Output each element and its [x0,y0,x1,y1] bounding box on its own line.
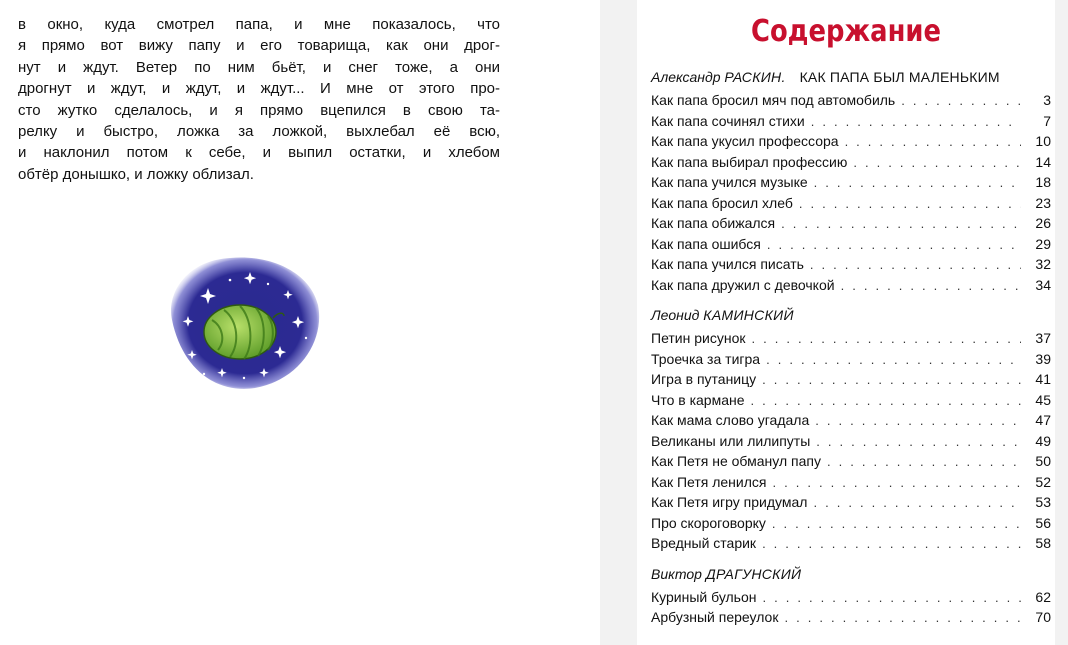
entry-title: Как папа сочинял стихи [651,112,805,129]
toc-entry[interactable] [651,492,1051,513]
toc-entry[interactable] [651,607,1051,628]
entry-page: 70 [1035,609,1051,625]
author-surname: КАМИНСКИЙ [703,307,794,323]
section-author [651,68,1051,87]
toc-entry[interactable] [651,131,1051,152]
dot-leader [751,391,1021,412]
entry-title: Как папа бросил мяч под автомобиль [651,92,896,108]
dot-leader [762,370,1021,391]
entry-title: Как папа ошибся [651,235,761,252]
toc-entry[interactable] [651,172,1051,193]
book-title: КАК ПАПА БЫЛ МАЛЕНЬКИМ [799,69,1000,85]
story-line: в окно, куда смотрел папа, и мне показалось, что [18,16,500,33]
entry-title: Великаны или лилипуты [651,432,811,449]
entry-title: Что в кармане [651,391,745,408]
entry-title: Как Петя ленился [651,473,767,490]
story-line: сто жутко сделалось, и я прямо вцепился в свою та- [18,101,500,119]
entry-page: 34 [1035,276,1051,293]
entry-title: Как папа дружил с девочкой [651,276,835,293]
entry-title: Как Петя не обманул папу [651,453,821,469]
entry-page: 56 [1035,514,1051,531]
toc-entry[interactable] [651,533,1051,554]
right-page [637,0,1055,645]
entry-page: 39 [1035,350,1051,367]
toc-section-raskin [651,68,1051,295]
toc-entry[interactable] [651,152,1051,173]
entry-title: Как папа обижался [651,215,776,231]
toc-entry[interactable] [651,451,1051,472]
entry-title: Как папа учился музыке [651,174,808,190]
entry-title: Как папа бросил хлеб [651,194,793,211]
entry-title: Куриный бульон [651,588,757,605]
dot-leader [772,514,1021,535]
entry-page: 18 [1035,174,1051,190]
entry-page: 32 [1035,256,1051,272]
entry-title: Про скороговорку [651,514,766,531]
entry-title: Как папа укусил профессора [651,133,839,149]
entry-page: 53 [1035,494,1051,510]
dot-leader [853,153,1021,174]
story-line: нут и ждут. Ветер по ним бьёт, и снег тоже, а они [18,58,500,76]
section-author [651,565,1051,584]
entry-page: 3 [1043,92,1051,108]
toc-entry[interactable] [651,472,1051,493]
dot-leader [841,276,1021,297]
dot-leader [845,132,1021,153]
toc-title: Содержание [751,14,941,49]
story-line: дрогнут и ждут, и ждут, и ждут... И мне от этого про- [18,80,500,98]
toc-entry[interactable] [651,513,1051,534]
story-line: я прямо вот вижу папу и его товарища, как они дрог- [18,37,500,55]
toc-section-dragunsky [651,565,1051,628]
dot-leader [810,255,1021,276]
dot-leader [784,608,1021,629]
entry-title: Троечка за тигра [651,350,761,367]
story-line: обтёр донышко, и ложку облизал. [18,165,254,183]
author-first-name: Леонид [651,307,700,323]
story-line: и наклонил потом к себе, и выпил остатки, и хлебом [18,144,500,162]
toc-entry[interactable] [651,328,1051,349]
toc-entry[interactable] [651,90,1051,111]
dot-leader [816,432,1021,453]
story-text [18,14,500,185]
entry-page: 29 [1035,235,1051,252]
dot-leader [813,493,1021,514]
dot-leader [814,173,1021,194]
author-first-name: Александр [651,69,721,85]
toc-section-kaminsky [651,306,1051,554]
dot-leader [763,588,1022,609]
watermelon-in-night-sky-icon [160,250,325,400]
toc-entry[interactable] [651,390,1051,411]
entry-page: 23 [1035,194,1051,211]
toc-entry[interactable] [651,410,1051,431]
toc-entry[interactable] [651,349,1051,370]
story-line: релку и быстро, ложка за ложкой, выхлебал её всю, [18,123,500,141]
entry-page: 26 [1035,215,1051,231]
dot-leader [781,214,1021,235]
toc-entry[interactable] [651,369,1051,390]
entry-title: Как папа учился писать [651,256,804,272]
entry-page: 47 [1035,412,1051,428]
toc-entry[interactable] [651,431,1051,452]
entry-page: 41 [1035,371,1051,387]
entry-page: 45 [1035,391,1051,408]
author-first-name: Виктор [651,565,702,582]
entry-title: Петин рисунок [651,330,746,346]
toc-entry[interactable] [651,587,1051,608]
entry-page: 14 [1035,153,1051,170]
dot-leader [901,91,1021,112]
dot-leader [752,329,1022,350]
entry-page: 49 [1035,432,1051,449]
entry-page: 52 [1035,473,1051,490]
entry-page: 50 [1035,453,1051,469]
dot-leader [762,534,1021,555]
toc-entry[interactable] [651,254,1051,275]
toc-entry[interactable] [651,213,1051,234]
dot-leader [767,235,1021,256]
entry-page: 62 [1035,588,1051,605]
dot-leader [799,194,1021,215]
dot-leader [815,411,1021,432]
entry-title: Как мама слово угадала [651,412,810,428]
dot-leader [772,473,1021,494]
toc-entry[interactable] [651,111,1051,132]
author-surname: ДРАГУНСКИЙ [705,565,802,582]
author-surname: РАСКИН. [724,69,786,85]
dot-leader [766,350,1021,371]
toc-entry[interactable] [651,275,1051,296]
dot-leader [811,112,1021,133]
section-author [651,306,1051,325]
entry-title: Вредный старик [651,535,757,551]
dot-leader [827,452,1021,473]
table-of-contents [651,68,1051,639]
entry-title: Игра в путаницу [651,371,757,387]
entry-page: 37 [1035,330,1051,346]
toc-entry[interactable] [651,193,1051,214]
entry-title: Как папа выбирал профессию [651,153,848,170]
entry-title: Как Петя игру придумал [651,494,808,510]
entry-page: 58 [1035,535,1051,551]
entry-page: 7 [1043,112,1051,129]
entry-title: Арбузный переулок [651,609,779,625]
toc-entry[interactable] [651,234,1051,255]
entry-page: 10 [1035,133,1051,149]
